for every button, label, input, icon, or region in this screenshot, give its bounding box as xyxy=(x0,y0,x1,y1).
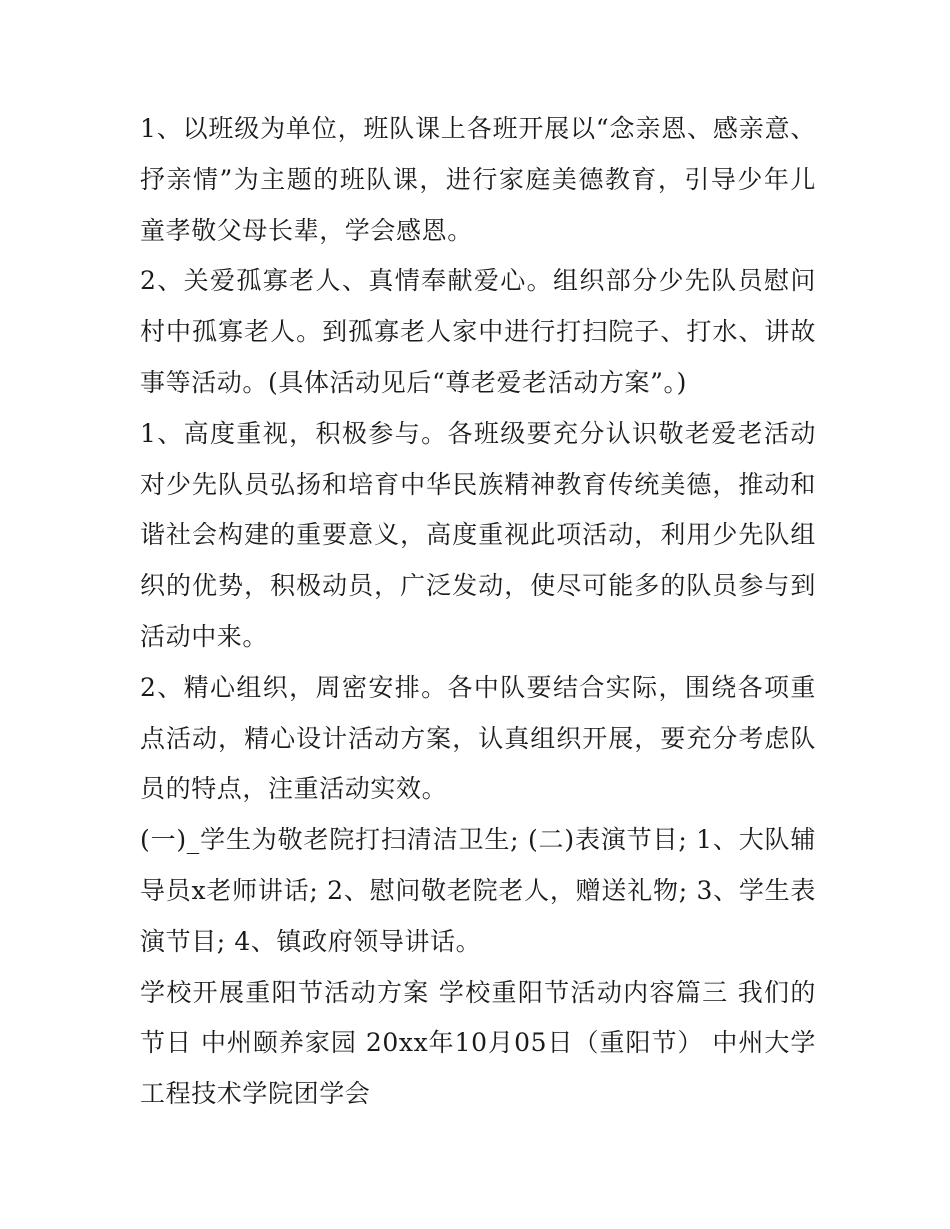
paragraph-1: 1、以班级为单位，班队课上各班开展以“念亲恩、感亲意、抒亲情”为主题的班队课，进行家庭美德教育，引导少年儿童孝敬父母长辈，学会感恩。 xyxy=(140,114,816,245)
paragraph-4: 2、精心组织，周密安排。各中队要结合实际，围绕各项重点活动，精心设计活动方案，认真组织开展，要充分考虑队员的特点，注重活动实效。 xyxy=(140,672,816,804)
paragraph-6: 学校开展重阳节活动方案 学校重阳节活动内容篇三 我们的节日 中州颐养家园 20xx年10月05日（重阳节） 中州大学工程技术学院团学会 xyxy=(140,977,816,1109)
paragraph-5: (一)_学生为敬老院打扫清洁卫生; (二)表演节目; 1、大队辅导员x老师讲话; 2、慰问敬老院老人，赠送礼物; 3、学生表演节目; 4、镇政府领导讲话。 xyxy=(140,825,816,956)
paragraph-2: 2、关爱孤寡老人、真情奉献爱心。组织部分少先队员慰问村中孤寡老人。到孤寡老人家中进行打扫院子、打水、讲故事等活动。(具体活动见后“尊老爱老活动方案”。) xyxy=(140,266,816,397)
paragraph-3: 1、高度重视，积极参与。各班级要充分认识敬老爱老活动对少先队员弘扬和培育中华民族精神教育传统美德，推动和谐社会构建的重要意义，高度重视此项活动，利用少先队组织的优势，积极动员，广泛发动，使尽可能多的队员参与到活动中来。 xyxy=(140,418,816,651)
document-body xyxy=(140,104,816,1120)
